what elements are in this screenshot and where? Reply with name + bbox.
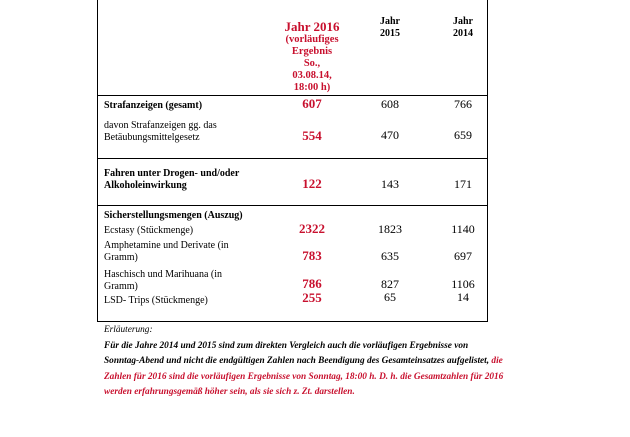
header-2016-line: 18:00 h) <box>293 82 331 93</box>
row-label-btm-2: Betäubungsmittelgesetz <box>104 132 200 143</box>
header-2014 <box>433 16 493 40</box>
value-2014-strafanzeigen: 766 <box>454 97 472 111</box>
header-2016-title: Jahr 2016 <box>284 19 340 34</box>
note-heading: Erläuterung: <box>104 325 153 335</box>
value-2015-fahren: 143 <box>381 177 399 191</box>
header-2016 <box>262 20 362 94</box>
value-2014-lsd: 14 <box>457 290 469 304</box>
row-label-haschisch-2: Gramm) <box>104 281 138 292</box>
value-2016-lsd: 255 <box>302 290 322 305</box>
header-2015-line1: Jahr <box>380 16 400 27</box>
divider <box>97 158 488 159</box>
header-2014-line2: 2014 <box>453 28 473 39</box>
row-label-amphetamine-2: Gramm) <box>104 252 138 263</box>
value-2014-amphetamine: 697 <box>454 249 472 263</box>
value-2015-strafanzeigen: 608 <box>381 97 399 111</box>
header-2016-line: Ergebnis <box>291 46 333 57</box>
value-2016-amphetamine: 783 <box>302 248 322 263</box>
note-black-text: Für die Jahre 2014 und 2015 sind zum direkten Vergleich auch die vorläufigen Ergebnisse von Sonntag-Abend und nicht die endgültigen Zahlen nach Beendigung des Gesamteinsatzes aufgelistet, <box>104 340 490 366</box>
row-label-fahren-1: Fahren unter Drogen- und/oder <box>104 168 240 179</box>
value-2015-ecstasy: 1823 <box>378 222 402 236</box>
value-2014-ecstasy: 1140 <box>451 222 475 236</box>
value-2016-haschisch: 786 <box>302 276 322 291</box>
value-2016-ecstasy: 2322 <box>299 221 325 236</box>
value-2014-fahren: 171 <box>454 177 472 191</box>
row-label-ecstasy: Ecstasy (Stückmenge) <box>104 225 194 236</box>
value-2016-fahren: 122 <box>302 176 322 191</box>
note-red-text: die Zahlen für 2016 sind die vorläufigen Ergebnisse von Sonntag, 18:00 h. D. h. die Gesamtzahlen für 2016 werden erfahrungsgemäß höher sein, als sie sich z. Zt. darstellen. <box>104 356 504 397</box>
row-label-strafanzeigen: Strafanzeigen (gesamt) <box>104 100 203 111</box>
value-2015-btm: 470 <box>381 128 399 142</box>
row-label-btm-1: davon Strafanzeigen gg. das <box>104 120 217 131</box>
value-2015-amphetamine: 635 <box>381 249 399 263</box>
header-2015 <box>360 16 420 40</box>
header-2016-line: (vorläufiges <box>285 34 339 45</box>
value-2015-lsd: 65 <box>384 290 396 304</box>
value-2014-haschisch: 1106 <box>451 277 475 291</box>
divider <box>97 205 488 206</box>
value-2015-haschisch: 827 <box>381 277 399 291</box>
value-2014-btm: 659 <box>454 128 472 142</box>
header-2016-line: 03.08.14, <box>292 70 332 81</box>
row-label-fahren-2: Alkoholeinwirkung <box>104 180 187 191</box>
row-label-lsd: LSD- Trips (Stückmenge) <box>104 295 208 306</box>
value-2016-btm: 554 <box>302 128 322 143</box>
value-2016-strafanzeigen: 607 <box>302 96 322 111</box>
row-label-amphetamine-1: Amphetamine und Derivate (in <box>104 240 229 251</box>
header-2014-line1: Jahr <box>453 16 473 27</box>
section-label-sicherstellung: Sicherstellungsmengen (Auszug) <box>104 210 243 221</box>
explanation-note <box>104 323 504 401</box>
header-2015-line2: 2015 <box>380 28 400 39</box>
header-2016-line: So., <box>303 58 321 69</box>
row-label-haschisch-1: Haschisch und Marihuana (in <box>104 269 223 280</box>
divider <box>97 95 488 96</box>
